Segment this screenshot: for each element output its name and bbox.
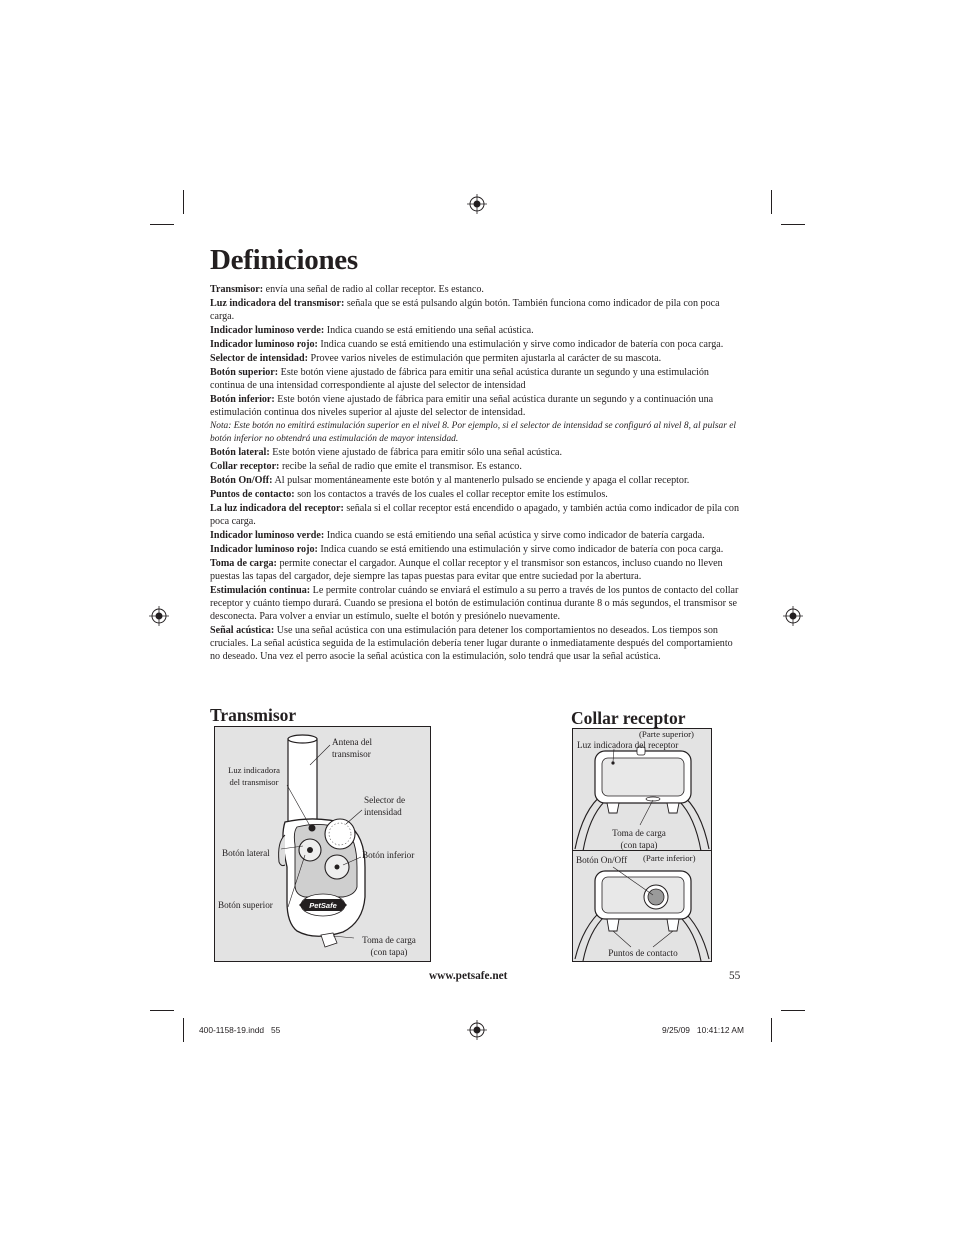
crop-mark [781, 224, 805, 225]
definition-text: Al pulsar momentáneamente este botón y al mantenerlo pulsado se enciende y apaga el collar receptor. [272, 474, 690, 486]
footer-url: www.petsafe.net [429, 970, 508, 982]
definition-text: señala si el collar receptor está encendido o apagado, y también actúa como indicador de pila con poca carga. [210, 503, 740, 528]
definition-text: Este botón viene ajustado de fábrica para emitir una señal acústica durante un segundo y una estimulación continua de una intensidad correspondiente al ajuste del selector de intensidad [210, 367, 709, 392]
definition-item [210, 447, 744, 460]
definition-text: Indica cuando se está emitiendo una estimulación y sirve como indicador de batería con poca carga. [317, 339, 724, 351]
registration-mark-icon [783, 606, 803, 626]
receiver-heading: Collar receptor [571, 708, 686, 728]
definition-item [210, 544, 744, 557]
definition-item [210, 461, 744, 474]
definition-term: Indicador luminoso verde: [210, 325, 325, 337]
definition-term: Luz indicadora del transmisor: [210, 298, 345, 310]
definition-text: envía una señal de radio al collar receptor. Es estanco. [263, 284, 484, 295]
contact-points-label: Puntos de contacto [608, 948, 678, 958]
crop-mark [781, 1010, 805, 1011]
transmitter-charge-label [351, 934, 427, 958]
transmitter-illustration [215, 727, 430, 961]
definition-term: Botón inferior: [210, 394, 275, 406]
definition-text: Le permite controlar cuándo se enviará el estímulo a su perro a través de los puntos de contacto del collar receptor y cuánto tiempo durará. Cuando se presiona el botón de estimulación continua durante 8 o más segundos, el transmisor se desconecta. Para volver a enviar un estímulo, suelte el botón y presiónelo nuevamente. [210, 585, 739, 623]
antenna-label [332, 736, 372, 760]
intensity-selector-label [364, 794, 405, 818]
definition-term: Botón lateral: [210, 446, 270, 458]
definitions-body [210, 284, 744, 665]
definition-note: Nota: Este botón no emitirá estimulación superior en el nivel 8. Por ejemplo, si el selector de intensidad se configuró al nivel 8, al pulsar el botón inferior no obtendrá una estimulación de mayor intensidad. [210, 421, 736, 444]
definition-item [210, 475, 744, 488]
definition-text: Provee varios niveles de estimulación que permiten ajustarla al carácter de su mascota. [307, 353, 662, 365]
definition-term: Indicador luminoso rojo: [210, 339, 318, 351]
lower-button-label: Botón inferior [362, 850, 415, 860]
receiver-light-label: Luz indicadora del receptor [577, 740, 679, 750]
transmitter-heading: Transmisor [210, 705, 297, 725]
receiver-charge-label-line: (con tapa) [620, 840, 658, 850]
transmitter-light-label [220, 764, 288, 788]
definition-text: Indica cuando se está emitiendo una estimulación y sirve como indicador de batería con poca carga. [317, 544, 724, 556]
print-timestamp: 9/25/09 10:41:12 AM [662, 1025, 744, 1035]
definition-term: Indicador luminoso rojo: [210, 544, 318, 556]
onoff-label: Botón On/Off [576, 855, 628, 865]
definition-term: Botón On/Off: [210, 474, 273, 486]
definition-item [210, 284, 744, 297]
definition-item [210, 394, 744, 420]
definition-term: La luz indicadora del receptor: [210, 503, 344, 515]
petsafe-logo-text: PetSafe [309, 901, 337, 910]
definition-item [210, 530, 744, 543]
crop-mark [183, 190, 184, 214]
definition-term: Estimulación continua: [210, 585, 311, 597]
transmitter-diagram [214, 726, 431, 962]
bottom-view-caption: (Parte inferior) [643, 853, 696, 863]
definition-item [210, 298, 744, 324]
crop-mark [183, 1018, 184, 1042]
transmitter-light-label-line: Luz indicadora [228, 765, 280, 775]
definition-term: Señal acústica: [210, 625, 275, 637]
antenna-label-line: Antena del [332, 737, 373, 747]
transmitter-light-label-line: del transmisor [229, 777, 279, 787]
receiver-bottom-diagram [572, 850, 712, 962]
definition-term: Transmisor: [210, 284, 264, 295]
definition-term: Puntos de contacto: [210, 489, 295, 501]
antenna-label-line: transmisor [332, 749, 371, 759]
definition-item [210, 367, 744, 393]
definition-text: Use una señal acústica con una estimulación para detener los comportamientos no deseados. Los tiempos son cruciales. La señal acústica seguida de la estimulación debería tener lugar durante o inmediatamente después del comportamiento no deseado. Una vez el perro asocie la señal acústica con la estimulación, solo tendrá que usar la señal acústica. [210, 625, 733, 663]
intensity-selector-label-line: intensidad [364, 807, 402, 817]
page-title: Definiciones [210, 244, 358, 276]
definition-term: Collar receptor: [210, 460, 280, 472]
registration-mark-icon [467, 1020, 487, 1040]
definition-item [210, 325, 744, 338]
side-button-label: Botón lateral [222, 848, 270, 858]
receiver-top-diagram [572, 728, 712, 852]
definition-item [210, 625, 744, 664]
definition-text: Indica cuando se está emitiendo una señal acústica y sirve como indicador de batería cargada. [324, 530, 705, 542]
definition-text: permite conectar el cargador. Aunque el collar receptor y el transmisor son estancos, incluso cuando no lleven puestas las tapas del cargador, deje siempre las tapas puestas para evitar que entre suciedad por la abertura. [210, 558, 723, 583]
definition-text: Indica cuando se está emitiendo una señal acústica. [324, 325, 534, 337]
receiver-charge-label [601, 827, 677, 851]
crop-mark [771, 190, 772, 214]
definition-term: Toma de carga: [210, 558, 277, 570]
definition-item [210, 585, 744, 624]
definition-item [210, 503, 744, 529]
definition-text: son los contactos a través de los cuales el collar receptor emite los estímulos. [294, 489, 608, 501]
definition-text: recibe la señal de radio que emite el transmisor. Es estanco. [279, 460, 522, 472]
crop-mark [150, 1010, 174, 1011]
transmitter-charge-label-line: Toma de carga [362, 935, 416, 945]
definition-text: Este botón viene ajustado de fábrica para emitir una señal acústica durante un segundo y a continuación una estimulación continua dos niveles superior al ajuste del selector de intensidad. [210, 394, 714, 419]
registration-mark-icon [149, 606, 169, 626]
receiver-charge-label-line: Toma de carga [612, 828, 666, 838]
top-view-caption: (Parte superior) [639, 729, 694, 739]
definition-item [210, 339, 744, 352]
definition-item [210, 558, 744, 584]
intensity-selector-label-line: Selector de [364, 795, 406, 805]
registration-mark-icon [467, 194, 487, 214]
definition-item [210, 489, 744, 502]
definition-term: Indicador luminoso verde: [210, 530, 325, 542]
page-number: 55 [729, 970, 741, 982]
crop-mark [150, 224, 174, 225]
definition-text: Este botón viene ajustado de fábrica para emitir sólo una señal acústica. [269, 446, 563, 458]
file-slug: 400-1158-19.indd 55 [199, 1025, 281, 1035]
crop-mark [771, 1018, 772, 1042]
definition-item [210, 353, 744, 366]
receiver-bottom-illustration [573, 851, 711, 961]
definition-text: señala que se está pulsando algún botón. También funciona como indicador de pila con poca carga. [210, 298, 720, 322]
definition-term: Botón superior: [210, 367, 279, 379]
definition-term: Selector de intensidad: [210, 353, 308, 365]
transmitter-charge-label-line: (con tapa) [370, 947, 408, 957]
upper-button-label: Botón superior [218, 900, 273, 910]
